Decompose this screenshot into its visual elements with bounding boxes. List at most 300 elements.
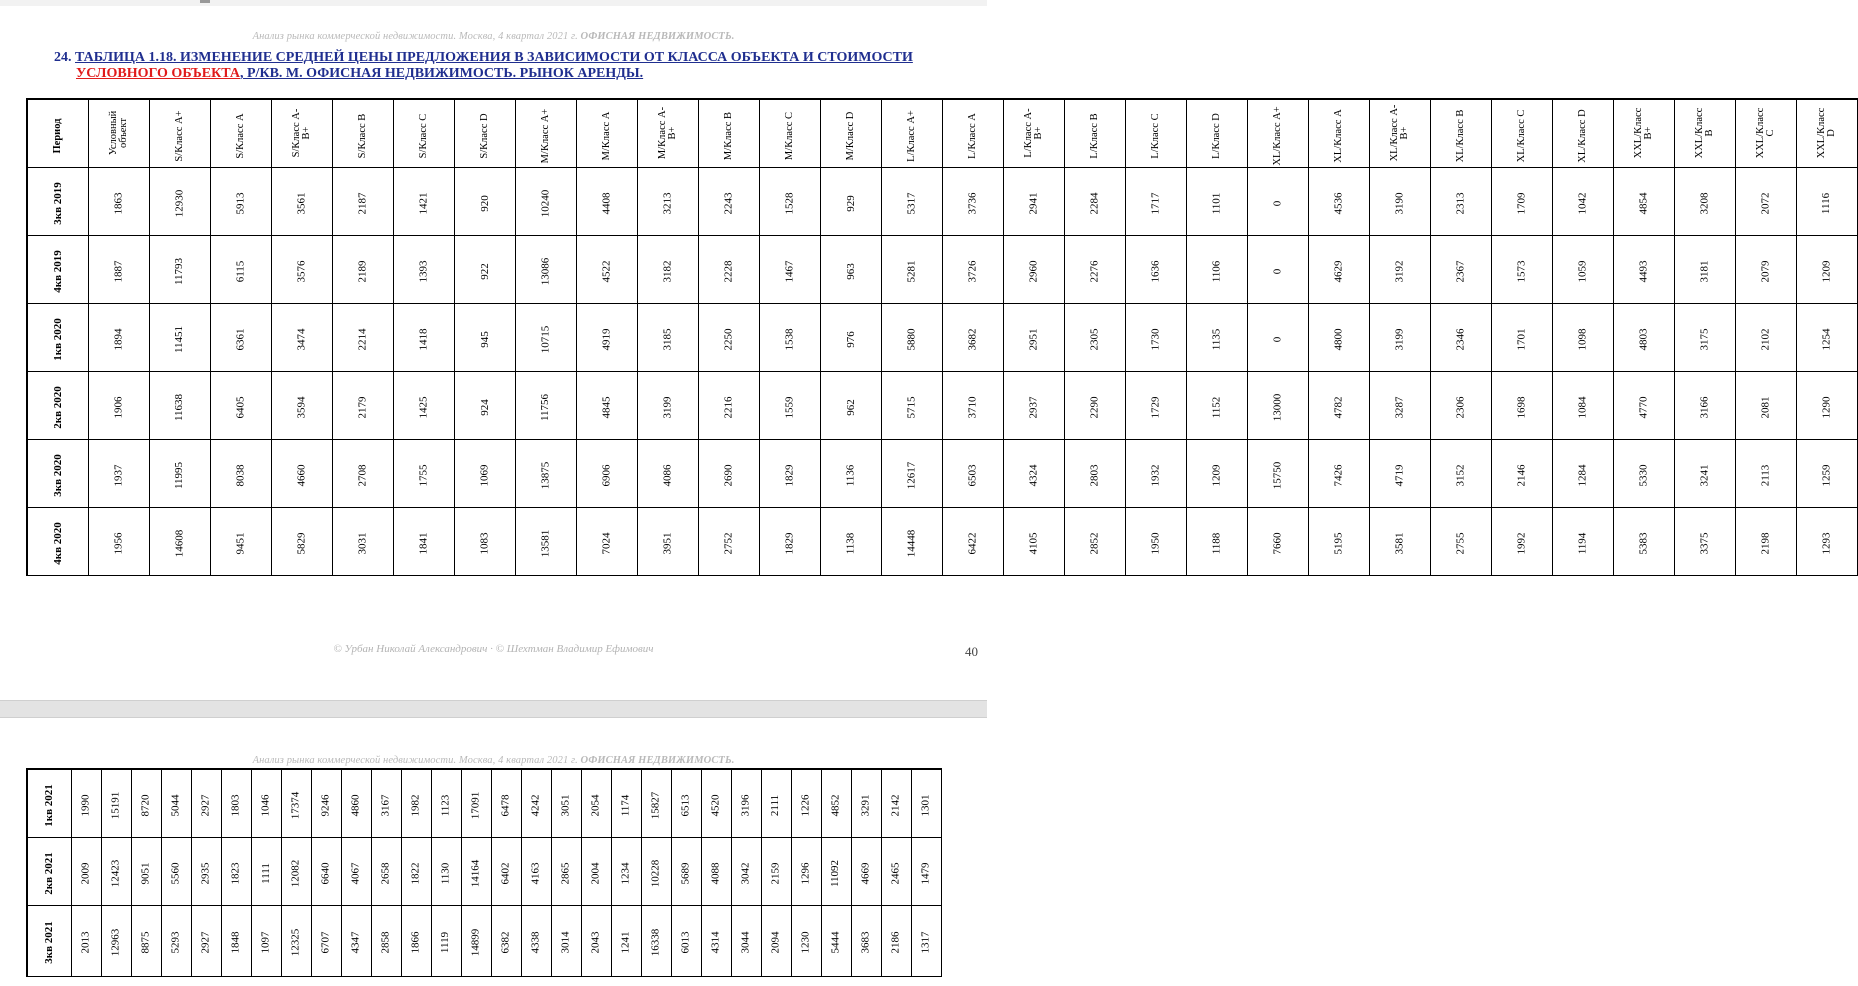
value-text: 1803 bbox=[229, 794, 242, 816]
value-text: 3042 bbox=[739, 862, 752, 884]
value-text: 4719 bbox=[1393, 464, 1406, 486]
title-number: 24. bbox=[54, 50, 72, 65]
value-text: 2216 bbox=[722, 396, 735, 418]
value-text: 1069 bbox=[478, 464, 491, 486]
value-cell bbox=[821, 304, 882, 372]
value-cell bbox=[491, 906, 521, 977]
column-header-text: XL/Класс A bbox=[1333, 108, 1344, 163]
value-text: 5383 bbox=[1637, 532, 1650, 554]
value-cell bbox=[1065, 372, 1126, 440]
value-text: 3287 bbox=[1393, 396, 1406, 418]
value-text: 5195 bbox=[1332, 532, 1345, 554]
value-text: 1755 bbox=[417, 464, 430, 486]
value-text: 17374 bbox=[289, 791, 302, 819]
value-cell bbox=[89, 168, 150, 236]
value-text: 1829 bbox=[783, 464, 796, 486]
value-text: 1317 bbox=[919, 931, 932, 954]
table-row bbox=[27, 838, 941, 906]
value-text: 1990 bbox=[79, 794, 92, 816]
value-text: 5281 bbox=[905, 260, 918, 282]
column-header-text: S/Класс C bbox=[418, 113, 429, 158]
value-cell bbox=[161, 838, 191, 906]
value-text: 6402 bbox=[499, 862, 512, 884]
value-cell bbox=[701, 906, 731, 977]
value-cell bbox=[394, 236, 455, 304]
value-text: 945 bbox=[478, 330, 491, 348]
column-header bbox=[1004, 99, 1065, 168]
value-text: 3682 bbox=[966, 328, 979, 350]
value-cell bbox=[455, 304, 516, 372]
value-text: 3561 bbox=[295, 192, 308, 214]
value-text: 1467 bbox=[783, 260, 796, 282]
value-text: 1982 bbox=[409, 794, 422, 816]
value-cell bbox=[577, 508, 638, 576]
value-cell bbox=[161, 769, 191, 838]
value-text: 1046 bbox=[259, 794, 272, 816]
column-header bbox=[1797, 99, 1858, 168]
running-header-accent: ОФИСНАЯ НЕДВИЖИМОСТЬ. bbox=[580, 31, 735, 42]
value-text: 14448 bbox=[905, 529, 918, 557]
value-text: 5829 bbox=[295, 532, 308, 554]
value-cell bbox=[516, 440, 577, 508]
value-text: 5330 bbox=[1637, 464, 1650, 486]
running-header bbox=[0, 31, 987, 42]
value-cell bbox=[881, 838, 911, 906]
value-text: 2346 bbox=[1454, 328, 1467, 350]
value-cell bbox=[394, 440, 455, 508]
value-cell bbox=[461, 838, 491, 906]
value-cell bbox=[1553, 236, 1614, 304]
period-text: 1кв 2021 bbox=[42, 783, 55, 827]
value-text: 3185 bbox=[661, 328, 674, 350]
value-text: 2960 bbox=[1027, 260, 1040, 282]
value-cell bbox=[150, 236, 211, 304]
value-cell bbox=[1431, 372, 1492, 440]
column-header bbox=[1431, 99, 1492, 168]
value-text: 17091 bbox=[469, 791, 482, 819]
value-text: 3951 bbox=[661, 532, 674, 554]
value-cell bbox=[89, 440, 150, 508]
value-text: 6503 bbox=[966, 464, 979, 486]
footer-copyright: © Урбан Николай Александрович · © Шехтман Владимир Ефимович bbox=[333, 643, 654, 655]
value-cell bbox=[431, 906, 461, 977]
value-text: 1906 bbox=[112, 396, 125, 418]
value-text: 1698 bbox=[1515, 396, 1528, 418]
value-cell bbox=[1614, 168, 1675, 236]
column-header-text: L/Класс C bbox=[1150, 112, 1161, 159]
value-text: 1101 bbox=[1210, 192, 1223, 214]
value-cell bbox=[1248, 168, 1309, 236]
value-cell bbox=[731, 838, 761, 906]
value-cell bbox=[191, 838, 221, 906]
column-header-text: L/Класс A-B+ bbox=[1023, 107, 1044, 158]
value-cell bbox=[1614, 304, 1675, 372]
value-text: 3736 bbox=[966, 192, 979, 214]
value-text: 3208 bbox=[1698, 192, 1711, 214]
value-text: 3152 bbox=[1454, 464, 1467, 486]
value-cell bbox=[1004, 440, 1065, 508]
value-cell bbox=[1370, 508, 1431, 576]
column-header-text: XXL/Класс D bbox=[1816, 107, 1837, 158]
value-text: 3199 bbox=[661, 396, 674, 418]
value-text: 2142 bbox=[889, 794, 902, 816]
value-text: 11451 bbox=[173, 325, 186, 353]
value-text: 2927 bbox=[199, 794, 212, 816]
value-text: 1559 bbox=[783, 396, 796, 418]
value-text: 3594 bbox=[295, 396, 308, 418]
value-cell bbox=[1553, 372, 1614, 440]
value-cell bbox=[401, 906, 431, 977]
value-cell bbox=[699, 508, 760, 576]
value-text: 2198 bbox=[1759, 532, 1772, 554]
value-text: 4629 bbox=[1332, 260, 1345, 282]
value-cell bbox=[731, 769, 761, 838]
value-cell bbox=[516, 168, 577, 236]
value-cell bbox=[1675, 440, 1736, 508]
period-cell bbox=[27, 769, 71, 838]
column-header bbox=[272, 99, 333, 168]
value-cell bbox=[461, 769, 491, 838]
value-cell bbox=[311, 769, 341, 838]
table-row bbox=[27, 769, 941, 838]
value-text: 4919 bbox=[600, 328, 613, 350]
value-cell bbox=[211, 236, 272, 304]
column-header-text: XL/Класс C bbox=[1516, 109, 1527, 162]
value-cell bbox=[760, 304, 821, 372]
value-text: 11756 bbox=[539, 393, 552, 421]
value-text: 6013 bbox=[679, 931, 692, 954]
value-cell bbox=[221, 838, 251, 906]
value-cell bbox=[1004, 372, 1065, 440]
value-text: 1701 bbox=[1515, 328, 1528, 350]
value-cell bbox=[821, 236, 882, 304]
value-text: 9246 bbox=[319, 794, 332, 816]
value-cell bbox=[1248, 372, 1309, 440]
value-cell bbox=[431, 838, 461, 906]
value-text: 12423 bbox=[109, 859, 122, 887]
value-text: 14899 bbox=[469, 928, 482, 957]
value-cell bbox=[1126, 372, 1187, 440]
column-header-text: S/Класс A-B+ bbox=[291, 108, 312, 157]
column-header-text: L/Класс B bbox=[1089, 112, 1100, 159]
value-cell bbox=[701, 769, 731, 838]
value-text: 6478 bbox=[499, 794, 512, 816]
period-text: 2кв 2020 bbox=[51, 385, 64, 429]
value-text: 929 bbox=[844, 194, 857, 212]
value-cell bbox=[272, 304, 333, 372]
value-cell bbox=[89, 508, 150, 576]
value-cell bbox=[1553, 168, 1614, 236]
value-text: 1230 bbox=[799, 931, 812, 954]
value-cell bbox=[882, 304, 943, 372]
previous-page-edge bbox=[0, 0, 987, 6]
value-cell bbox=[1553, 304, 1614, 372]
period-cell bbox=[27, 508, 89, 576]
value-cell bbox=[821, 508, 882, 576]
column-header bbox=[1736, 99, 1797, 168]
column-header bbox=[760, 99, 821, 168]
title-red-part: УСЛОВНОГО ОБЪЕКТА bbox=[76, 66, 240, 81]
period-text: 3кв 2020 bbox=[51, 453, 64, 497]
value-text: 2306 bbox=[1454, 396, 1467, 418]
value-text: 2228 bbox=[722, 260, 735, 282]
value-cell bbox=[1065, 440, 1126, 508]
column-header-text: XL/Класс B bbox=[1455, 109, 1466, 162]
value-text: 3014 bbox=[559, 931, 572, 954]
value-text: 10228 bbox=[649, 859, 662, 887]
value-cell bbox=[731, 906, 761, 977]
column-header-text: M/Класс A-B+ bbox=[657, 106, 678, 159]
value-cell bbox=[521, 769, 551, 838]
value-cell bbox=[581, 769, 611, 838]
period-cell bbox=[27, 372, 89, 440]
column-header-text: S/Класс A+ bbox=[174, 109, 185, 162]
column-header-text: S/Класс B bbox=[357, 113, 368, 158]
value-text: 3167 bbox=[379, 794, 392, 816]
value-text: 6513 bbox=[679, 794, 692, 816]
column-header bbox=[1370, 99, 1431, 168]
running-header-text: Анализ рынка коммерческой недвижимости. Москва, 4 квартал 2021 г. bbox=[252, 31, 578, 42]
value-text: 1130 bbox=[439, 862, 452, 884]
column-header-text: S/Класс A bbox=[235, 112, 246, 159]
value-cell bbox=[1370, 440, 1431, 508]
value-text: 4803 bbox=[1637, 328, 1650, 350]
value-cell bbox=[821, 168, 882, 236]
value-text: 12963 bbox=[109, 928, 122, 957]
value-cell bbox=[1004, 168, 1065, 236]
value-text: 1421 bbox=[417, 192, 430, 214]
value-cell bbox=[760, 236, 821, 304]
value-text: 1709 bbox=[1515, 192, 1528, 214]
value-cell bbox=[943, 236, 1004, 304]
value-cell bbox=[699, 372, 760, 440]
value-cell bbox=[638, 168, 699, 236]
value-cell bbox=[638, 236, 699, 304]
column-header bbox=[1309, 99, 1370, 168]
value-cell bbox=[150, 508, 211, 576]
value-cell bbox=[131, 906, 161, 977]
value-cell bbox=[1614, 372, 1675, 440]
value-text: 920 bbox=[478, 194, 491, 212]
value-cell bbox=[272, 168, 333, 236]
value-cell bbox=[1492, 236, 1553, 304]
value-cell bbox=[611, 906, 641, 977]
value-text: 2858 bbox=[379, 931, 392, 954]
value-text: 1152 bbox=[1210, 396, 1223, 418]
value-cell bbox=[851, 769, 881, 838]
title-part1: ТАБЛИЦА 1.18. ИЗМЕНЕНИЕ СРЕДНЕЙ ЦЕНЫ ПРЕДЛОЖЕНИЯ В ЗАВИСИМОСТИ ОТ КЛАССА ОБЪЕКТА И СТОИМОСТИ bbox=[75, 50, 913, 65]
value-cell bbox=[1431, 168, 1492, 236]
column-header-text: M/Класс D bbox=[845, 111, 856, 160]
value-text: 3213 bbox=[661, 192, 674, 214]
value-text: 6422 bbox=[966, 532, 979, 554]
period-cell bbox=[27, 838, 71, 906]
value-cell bbox=[516, 304, 577, 372]
value-text: 2690 bbox=[722, 464, 735, 486]
value-cell bbox=[791, 906, 821, 977]
table-row bbox=[27, 906, 941, 977]
value-cell bbox=[1248, 508, 1309, 576]
value-text: 4860 bbox=[349, 794, 362, 816]
value-cell bbox=[1126, 508, 1187, 576]
value-text: 3051 bbox=[559, 794, 572, 816]
value-cell bbox=[281, 838, 311, 906]
value-cell bbox=[1126, 236, 1187, 304]
value-text: 3181 bbox=[1698, 260, 1711, 282]
value-cell bbox=[150, 168, 211, 236]
value-text: 14608 bbox=[173, 529, 186, 557]
value-cell bbox=[882, 168, 943, 236]
column-header bbox=[943, 99, 1004, 168]
value-text: 4845 bbox=[600, 396, 613, 418]
value-text: 1937 bbox=[112, 464, 125, 486]
value-text: 2708 bbox=[356, 464, 369, 486]
value-text: 11793 bbox=[173, 257, 186, 285]
value-text: 4086 bbox=[661, 464, 674, 486]
value-text: 6640 bbox=[319, 862, 332, 884]
value-cell bbox=[1065, 168, 1126, 236]
value-cell bbox=[882, 236, 943, 304]
value-cell bbox=[394, 304, 455, 372]
value-cell bbox=[455, 372, 516, 440]
value-text: 1106 bbox=[1210, 260, 1223, 282]
value-cell bbox=[1065, 508, 1126, 576]
value-cell bbox=[760, 508, 821, 576]
value-cell bbox=[516, 508, 577, 576]
value-cell bbox=[1065, 236, 1126, 304]
value-cell bbox=[638, 508, 699, 576]
column-header-text: L/Класс A bbox=[967, 112, 978, 159]
period-cell bbox=[27, 440, 89, 508]
column-header bbox=[699, 99, 760, 168]
value-text: 2186 bbox=[889, 931, 902, 954]
value-cell bbox=[699, 236, 760, 304]
value-cell bbox=[394, 168, 455, 236]
value-text: 2187 bbox=[356, 192, 369, 214]
value-text: 1123 bbox=[439, 794, 452, 816]
value-cell bbox=[1675, 304, 1736, 372]
value-text: 4536 bbox=[1332, 192, 1345, 214]
value-cell bbox=[671, 769, 701, 838]
value-text: 4522 bbox=[600, 260, 613, 282]
value-text: 4782 bbox=[1332, 396, 1345, 418]
value-cell bbox=[551, 906, 581, 977]
value-cell bbox=[1004, 236, 1065, 304]
value-text: 1241 bbox=[619, 931, 632, 954]
value-cell bbox=[1614, 508, 1675, 576]
value-cell bbox=[150, 304, 211, 372]
value-text: 8875 bbox=[139, 931, 152, 954]
value-cell bbox=[101, 838, 131, 906]
value-text: 4347 bbox=[349, 931, 362, 954]
value-cell bbox=[577, 304, 638, 372]
column-header-text: M/Класс A+ bbox=[540, 108, 551, 163]
value-cell bbox=[71, 838, 101, 906]
value-text: 4242 bbox=[529, 794, 542, 816]
value-text: 2250 bbox=[722, 328, 735, 350]
period-text: 4кв 2020 bbox=[51, 521, 64, 565]
value-cell bbox=[641, 906, 671, 977]
value-cell bbox=[455, 168, 516, 236]
column-header bbox=[211, 99, 272, 168]
value-cell bbox=[1736, 304, 1797, 372]
column-header-text: XL/Класс A+ bbox=[1272, 105, 1283, 166]
value-text: 1956 bbox=[112, 532, 125, 554]
column-header bbox=[89, 99, 150, 168]
value-text: 3196 bbox=[739, 794, 752, 816]
value-cell bbox=[701, 838, 731, 906]
value-text: 2243 bbox=[722, 192, 735, 214]
value-cell bbox=[1004, 304, 1065, 372]
value-text: 2367 bbox=[1454, 260, 1467, 282]
column-header-text: XXL/Класс C bbox=[1755, 107, 1776, 158]
value-cell bbox=[211, 372, 272, 440]
value-text: 2276 bbox=[1088, 260, 1101, 282]
value-text: 5293 bbox=[169, 931, 182, 954]
value-cell bbox=[221, 769, 251, 838]
value-text: 3683 bbox=[859, 931, 872, 954]
value-text: 4314 bbox=[709, 931, 722, 954]
value-cell bbox=[761, 906, 791, 977]
value-cell bbox=[1553, 440, 1614, 508]
value-cell bbox=[577, 168, 638, 236]
value-text: 1136 bbox=[844, 464, 857, 486]
table-row bbox=[27, 372, 1858, 440]
value-cell bbox=[943, 372, 1004, 440]
value-cell bbox=[1614, 236, 1675, 304]
value-cell bbox=[699, 168, 760, 236]
value-text: 16338 bbox=[649, 928, 662, 957]
price-table-page1 bbox=[26, 98, 1858, 576]
value-text: 1226 bbox=[799, 794, 812, 816]
value-text: 1841 bbox=[417, 532, 430, 554]
value-text: 924 bbox=[478, 398, 491, 416]
value-text: 2937 bbox=[1027, 396, 1040, 418]
value-text: 3474 bbox=[295, 328, 308, 350]
value-cell bbox=[461, 906, 491, 977]
value-text: 1296 bbox=[799, 862, 812, 884]
value-text: 0 bbox=[1271, 336, 1284, 342]
value-text: 12325 bbox=[289, 928, 302, 957]
value-text: 3175 bbox=[1698, 328, 1711, 350]
value-cell bbox=[333, 372, 394, 440]
column-header-text: Период bbox=[52, 118, 63, 153]
value-cell bbox=[491, 769, 521, 838]
value-cell bbox=[251, 906, 281, 977]
value-cell bbox=[516, 236, 577, 304]
period-text: 2кв 2021 bbox=[42, 851, 55, 895]
value-text: 2009 bbox=[79, 862, 92, 884]
value-cell bbox=[272, 440, 333, 508]
value-cell bbox=[699, 440, 760, 508]
value-text: 3710 bbox=[966, 396, 979, 418]
value-cell bbox=[611, 838, 641, 906]
value-cell bbox=[272, 372, 333, 440]
value-text: 0 bbox=[1271, 200, 1284, 206]
value-text: 2755 bbox=[1454, 532, 1467, 554]
column-header-text: XXL/Класс B+ bbox=[1633, 107, 1654, 158]
value-text: 1290 bbox=[1820, 396, 1833, 418]
column-header-text: L/Класс D bbox=[1211, 112, 1222, 159]
value-text: 3044 bbox=[739, 931, 752, 954]
value-cell bbox=[551, 769, 581, 838]
value-cell bbox=[401, 838, 431, 906]
value-cell bbox=[1492, 440, 1553, 508]
value-cell bbox=[641, 769, 671, 838]
value-text: 2941 bbox=[1027, 192, 1040, 214]
value-cell bbox=[150, 440, 211, 508]
value-text: 1084 bbox=[1576, 396, 1589, 418]
